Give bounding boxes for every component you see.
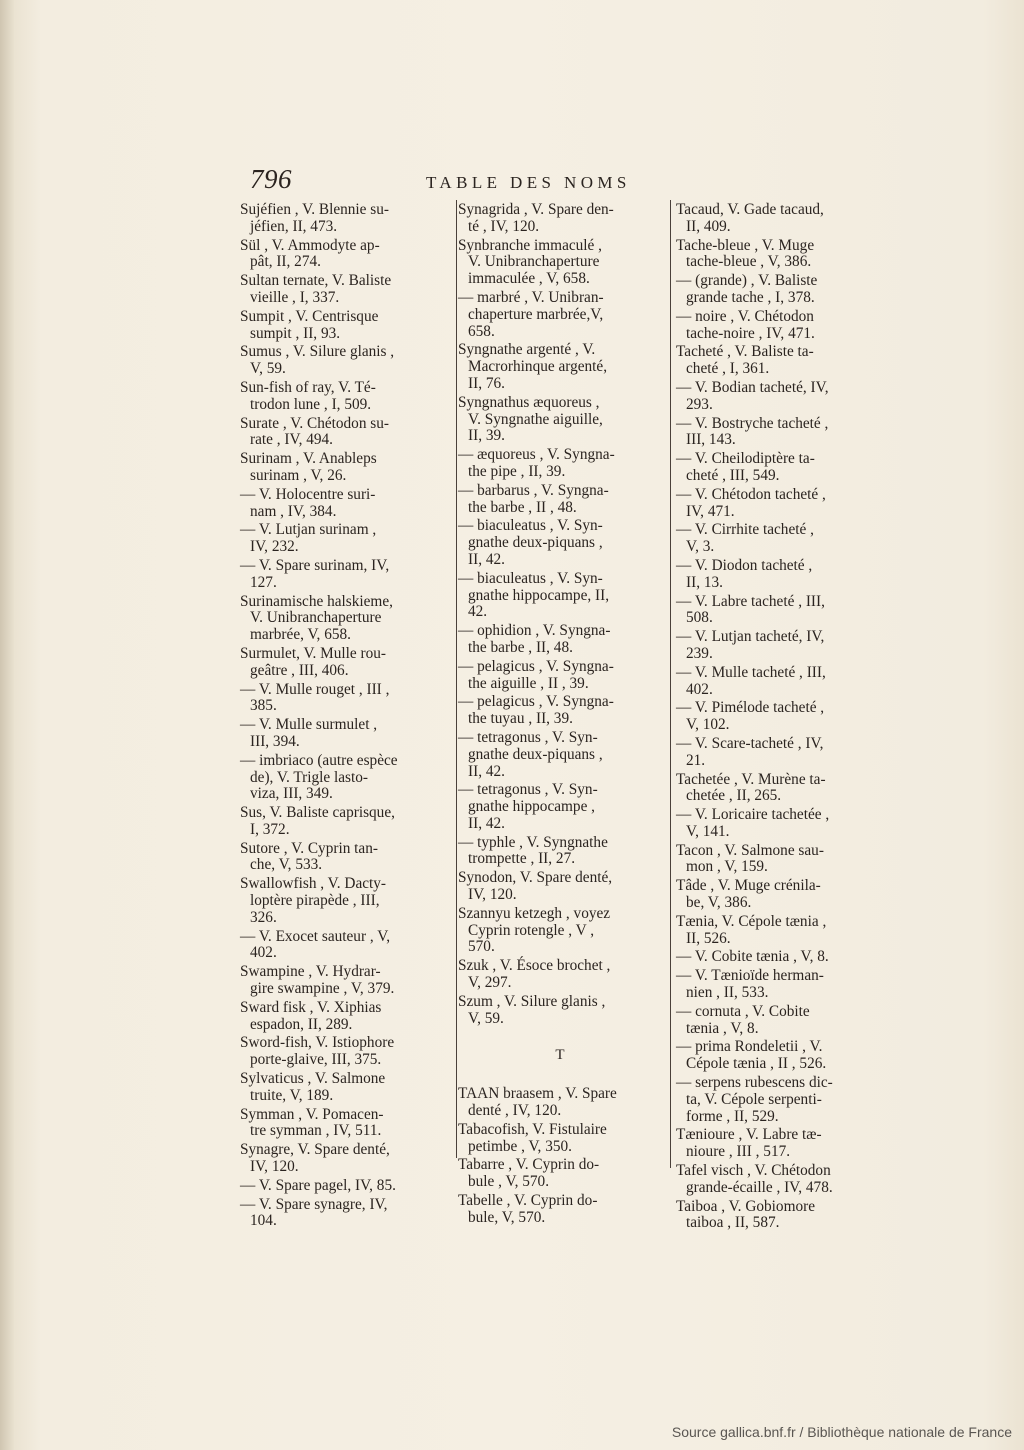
entry-continuation: rate , IV, 494. — [250, 431, 333, 449]
entry-continuation: cheté , III, 549. — [686, 466, 780, 484]
entry-line: — V. Loricaire tachetée , — [676, 806, 830, 824]
entry-line: — serpens rubescens dic- — [676, 1074, 833, 1092]
entry-continuation: pât, II, 274. — [250, 253, 321, 271]
index-column-2 — [458, 202, 662, 1229]
index-entry — [240, 558, 450, 592]
entry-continuation: IV, 471. — [686, 502, 735, 520]
entry-continuation: chaperture marbrée,V, — [468, 305, 604, 323]
index-entry — [676, 914, 886, 948]
index-entry — [240, 717, 450, 751]
entry-line: Tacon , V. Salmone sau- — [676, 841, 824, 859]
entry-continuation: II, 409. — [686, 217, 731, 235]
index-entry — [458, 395, 662, 445]
entry-line: — typhle , V. Syngnathe — [458, 833, 608, 851]
entry-continuation: V, 3. — [686, 538, 715, 556]
entry-continuation: Macrorhinque argenté, — [468, 358, 608, 376]
entry-continuation: the barbe , II , 48. — [468, 498, 577, 516]
index-entry — [676, 309, 886, 343]
entry-line: Sultan ternate, V. Baliste — [240, 272, 392, 290]
entry-line: — V. Mulle rouget , III , — [240, 680, 390, 698]
entry-continuation: sumpit , II, 93. — [250, 324, 341, 342]
entry-continuation: II, 42. — [468, 814, 505, 832]
entry-continuation: II, 42. — [468, 762, 505, 780]
entry-continuation: taiboa , II, 587. — [686, 1214, 780, 1232]
entry-continuation: Cépole tænia , II , 526. — [686, 1055, 827, 1073]
entry-continuation: gnathe deux-piquans , — [468, 745, 603, 763]
index-entry — [676, 736, 886, 770]
entry-continuation: V. Syngnathe aiguille, — [468, 410, 603, 428]
entry-continuation: gnathe deux-piquans , — [468, 534, 603, 552]
entry-continuation: tache-noire , IV, 471. — [686, 324, 815, 342]
entry-continuation: immaculée , V, 658. — [468, 270, 590, 288]
entry-line: — V. Scare-tacheté , IV, — [676, 734, 824, 752]
entry-line: Sward fisk , V. Xiphias — [240, 998, 382, 1016]
index-entry — [458, 906, 662, 956]
entry-continuation: 21. — [686, 751, 706, 769]
entry-line: — V. Spare pagel, IV, 85. — [240, 1176, 396, 1194]
entry-line: — imbriaco (autre espèce — [240, 751, 398, 769]
entry-continuation: III, 143. — [686, 431, 736, 449]
index-entry — [458, 623, 662, 657]
index-entry — [458, 958, 662, 992]
index-entry — [676, 1163, 886, 1197]
index-entry — [676, 238, 886, 272]
entry-continuation: V, 102. — [686, 716, 730, 734]
index-entry — [240, 1197, 450, 1231]
section-letter: T — [555, 1047, 565, 1064]
index-entry — [458, 447, 662, 481]
index-entry — [458, 835, 662, 869]
index-entry — [458, 659, 662, 693]
entry-continuation: the barbe , II, 48. — [468, 638, 573, 656]
source-credit: Source gallica.bnf.fr / Bibliothèque nationale de France — [671, 1424, 1012, 1440]
index-entry — [458, 518, 662, 568]
entry-line: Synodon, V. Spare denté, — [458, 869, 613, 887]
entry-line: — prima Rondeletii , V. — [676, 1038, 823, 1056]
entry-continuation: I, 372. — [250, 820, 290, 838]
page-number: 796 — [250, 164, 292, 194]
index-column-1 — [240, 202, 450, 1232]
entry-line: — pelagicus , V. Syngna- — [458, 693, 614, 711]
entry-line: Tacaud, V. Gade tacaud, — [676, 201, 824, 218]
entry-line: — V. Pimélode tacheté , — [676, 699, 825, 717]
entry-continuation: viza, III, 349. — [250, 785, 333, 803]
entry-continuation: nam , IV, 384. — [250, 502, 337, 520]
entry-line: Tabelle , V. Cyprin do- — [458, 1192, 598, 1210]
entry-line: Szannyu ketzegh , voyez — [458, 904, 611, 922]
index-entry — [458, 290, 662, 340]
index-entry — [676, 522, 886, 556]
index-entry — [240, 309, 450, 343]
index-entry — [240, 753, 450, 803]
index-entry — [458, 730, 662, 780]
entry-line: — biaculeatus , V. Syn- — [458, 569, 603, 587]
index-entry — [676, 949, 886, 966]
entry-line: Surmulet, V. Mulle rou- — [240, 644, 387, 662]
index-column-3 — [676, 202, 886, 1234]
entry-line: Surinam , V. Anableps — [240, 450, 377, 468]
entry-continuation: té , IV, 120. — [468, 217, 540, 235]
index-entry — [240, 416, 450, 450]
entry-continuation: IV, 120. — [250, 1158, 299, 1176]
index-entry — [676, 1199, 886, 1233]
entry-line: Tachetée , V. Murène ta- — [676, 770, 826, 788]
entry-continuation: espadon, II, 289. — [250, 1015, 353, 1033]
entry-continuation: forme , II, 529. — [686, 1107, 779, 1125]
entry-continuation: V, 297. — [468, 974, 512, 992]
index-entry — [676, 273, 886, 307]
index-entry — [458, 694, 662, 728]
running-title: TABLE DES NOMS — [426, 173, 631, 192]
entry-line: — V. Chétodon tacheté , — [676, 485, 826, 503]
index-entry — [240, 238, 450, 272]
index-entry — [458, 483, 662, 517]
entry-continuation: 293. — [686, 395, 713, 413]
entry-continuation: marbrée, V, 658. — [250, 626, 351, 644]
index-entry — [240, 876, 450, 926]
entry-continuation: porte-glaive, III, 375. — [250, 1051, 382, 1069]
entry-continuation: grande tache , I, 378. — [686, 288, 815, 306]
entry-continuation: gnathe hippocampe, II, — [468, 586, 610, 604]
entry-continuation: 104. — [250, 1212, 277, 1230]
entry-continuation: gire swampine , V, 379. — [250, 980, 395, 998]
entry-continuation: nioure , III , 517. — [686, 1143, 791, 1161]
index-entry — [240, 646, 450, 680]
index-entry — [676, 1127, 886, 1161]
entry-continuation: nien , II, 533. — [686, 984, 769, 1002]
index-entry — [240, 682, 450, 716]
entry-line: Surate , V. Chétodon su- — [240, 414, 390, 432]
entry-continuation: the aiguille , II , 39. — [468, 674, 589, 692]
entry-line: — V. Bodian tacheté, IV, — [676, 378, 829, 396]
index-entry — [676, 968, 886, 1002]
entry-line: Tænioure , V. Labre tæ- — [676, 1126, 822, 1144]
index-entry — [676, 344, 886, 378]
index-entry — [240, 1071, 450, 1105]
index-entry — [676, 843, 886, 877]
entry-line: — V. Cheilodiptère ta- — [676, 450, 815, 468]
entry-continuation: V, 59. — [468, 1009, 504, 1027]
entry-continuation: tache-bleue , V, 386. — [686, 253, 812, 271]
index-entry — [458, 1122, 662, 1156]
entry-continuation: denté , IV, 120. — [468, 1102, 562, 1120]
entry-continuation: 239. — [686, 644, 713, 662]
entry-continuation: de), V. Trigle lasto- — [250, 768, 368, 786]
entry-line: — V. Mulle surmulet , — [240, 716, 378, 734]
column-divider — [456, 200, 457, 1158]
entry-continuation: grande-écaille , IV, 478. — [686, 1178, 833, 1196]
entry-continuation: V, 59. — [250, 360, 286, 378]
index-entry — [458, 342, 662, 392]
index-entry — [676, 1075, 886, 1125]
column-divider — [670, 200, 671, 1168]
entry-line: — biaculeatus , V. Syn- — [458, 517, 603, 535]
index-entry — [676, 487, 886, 521]
entry-line: Tâde , V. Muge crénila- — [676, 877, 821, 895]
entry-line: — noire , V. Chétodon — [676, 307, 814, 325]
index-entry — [240, 1107, 450, 1141]
entry-line: — V. Spare synagre, IV, — [240, 1195, 388, 1213]
entry-line: — marbré , V. Unibran- — [458, 288, 604, 306]
entry-continuation: 570. — [468, 938, 495, 956]
index-entry — [676, 558, 886, 592]
index-entry — [240, 451, 450, 485]
index-entry — [676, 629, 886, 663]
entry-line: — V. Mulle tacheté , III, — [676, 663, 826, 681]
entry-line: TAAN braasem , V. Spare — [458, 1085, 617, 1103]
entry-continuation: loptère pirapède , III, — [250, 892, 380, 910]
entry-line: Szum , V. Silure glanis , — [458, 992, 606, 1010]
entry-continuation: 42. — [468, 603, 488, 621]
entry-continuation: II, 526. — [686, 929, 731, 947]
index-entry — [676, 1039, 886, 1073]
entry-continuation: 658. — [468, 322, 495, 340]
entry-line: Synbranche immaculé , — [458, 236, 602, 254]
entry-line: Sylvaticus , V. Salmone — [240, 1070, 386, 1088]
entry-line: — V. Labre tacheté , III, — [676, 592, 825, 610]
entry-line: Syngnathus æquoreus , — [458, 393, 600, 411]
entry-continuation: bule , V, 570. — [468, 1173, 550, 1191]
index-entry — [240, 202, 450, 236]
entry-continuation: cheté , I, 361. — [686, 360, 770, 378]
entry-continuation: tænia , V, 8. — [686, 1019, 759, 1037]
entry-continuation: be, V, 386. — [686, 894, 752, 912]
entry-continuation: gnathe hippocampe , — [468, 798, 596, 816]
entry-continuation: the pipe , II, 39. — [468, 462, 566, 480]
index-entry — [240, 522, 450, 556]
entry-line: Synagre, V. Spare denté, — [240, 1141, 390, 1159]
index-entry — [458, 1157, 662, 1191]
entry-continuation: tre symman , IV, 511. — [250, 1122, 382, 1140]
index-entry — [458, 870, 662, 904]
index-entry — [458, 1193, 662, 1227]
entry-continuation: jéfien, II, 473. — [250, 217, 338, 235]
entry-continuation: V. Unibranchaperture — [250, 609, 382, 627]
entry-continuation: the tuyau , II, 39. — [468, 710, 573, 728]
entry-line: Symman , V. Pomacen- — [240, 1105, 384, 1123]
entry-line: — V. Cirrhite tacheté , — [676, 521, 814, 539]
index-entry — [458, 994, 662, 1028]
entry-continuation: IV, 120. — [468, 886, 517, 904]
entry-continuation: surinam , V, 26. — [250, 466, 347, 484]
entry-continuation: Cyprin rotengle , V , — [468, 921, 595, 939]
entry-continuation: truite, V, 189. — [250, 1086, 334, 1104]
entry-line: Sus, V. Baliste caprisque, — [240, 804, 395, 822]
entry-line: — V. Bostryche tacheté , — [676, 414, 829, 432]
page-gutter — [0, 0, 14, 1450]
index-entry — [676, 416, 886, 450]
entry-line: — V. Tænioïde herman- — [676, 967, 824, 985]
entry-line: — cornuta , V. Cobite — [676, 1002, 810, 1020]
entry-continuation: II, 42. — [468, 550, 505, 568]
entry-line: — (grande) , V. Baliste — [676, 272, 818, 290]
entry-continuation: 127. — [250, 573, 277, 591]
index-entry — [240, 1142, 450, 1176]
entry-line: Tænia, V. Cépole tænia , — [676, 912, 827, 930]
entry-line: Tabarre , V. Cyprin do- — [458, 1156, 600, 1174]
index-entry — [240, 841, 450, 875]
index-entry — [240, 964, 450, 998]
entry-line: — tetragonus , V. Syn- — [458, 781, 598, 799]
entry-continuation: V. Unibranchaperture — [468, 253, 600, 271]
entry-continuation: II, 39. — [468, 427, 505, 445]
entry-continuation: 402. — [686, 680, 713, 698]
index-entry — [240, 1000, 450, 1034]
entry-continuation: geâtre , III, 406. — [250, 661, 349, 679]
entry-continuation: III, 394. — [250, 732, 300, 750]
entry-continuation: 326. — [250, 908, 277, 926]
index-entry — [458, 1086, 662, 1120]
index-entry — [676, 700, 886, 734]
index-entry — [676, 451, 886, 485]
entry-continuation: vieille , I, 337. — [250, 288, 340, 306]
entry-continuation: trompette , II, 27. — [468, 850, 576, 868]
index-entry — [458, 238, 662, 288]
index-entry — [676, 878, 886, 912]
entry-line: Synagrida , V. Spare den- — [458, 201, 614, 218]
index-entry — [458, 782, 662, 832]
entry-line: Tabacofish, V. Fistulaire — [458, 1120, 607, 1138]
index-entry — [240, 1035, 450, 1069]
entry-continuation: 385. — [250, 697, 277, 715]
entry-line: Sutore , V. Cyprin tan- — [240, 839, 378, 857]
index-entry — [676, 594, 886, 628]
index-entry — [240, 273, 450, 307]
entry-line: — V. Cobite tænia , V, 8. — [676, 948, 829, 966]
entry-continuation: 508. — [686, 609, 713, 627]
index-entry — [676, 807, 886, 841]
entry-continuation: II, 13. — [686, 573, 723, 591]
entry-continuation: II, 76. — [468, 374, 505, 392]
entry-line: — V. Lutjan tacheté, IV, — [676, 628, 825, 646]
entry-line: Syngnathe argenté , V. — [458, 341, 596, 359]
index-entry — [676, 202, 886, 236]
index-entry — [240, 929, 450, 963]
index-entry — [240, 805, 450, 839]
entry-line: Tacheté , V. Baliste ta- — [676, 343, 814, 361]
entry-line: Sumpit , V. Centrisque — [240, 307, 379, 325]
entry-line: Sumus , V. Silure glanis , — [240, 343, 395, 361]
entry-line: — pelagicus , V. Syngna- — [458, 657, 614, 675]
entry-line: — V. Holocentre suri- — [240, 485, 376, 503]
entry-line: — V. Exocet sauteur , V, — [240, 927, 391, 945]
index-entry — [676, 380, 886, 414]
entry-line: Tafel visch , V. Chétodon — [676, 1162, 831, 1180]
entry-line: Sword-fish, V. Istiophore — [240, 1034, 395, 1052]
entry-continuation: mon , V, 159. — [686, 858, 768, 876]
index-entry — [676, 772, 886, 806]
entry-line: Sujéfien , V. Blennie su- — [240, 201, 389, 218]
entry-continuation: trodon lune , I, 509. — [250, 395, 372, 413]
entry-continuation: chetée , II, 265. — [686, 787, 782, 805]
entry-continuation: V, 141. — [686, 822, 730, 840]
index-entry — [676, 1004, 886, 1038]
entry-line: — tetragonus , V. Syn- — [458, 728, 598, 746]
entry-line: Sun-fish of ray, V. Té- — [240, 378, 376, 396]
index-entry — [240, 594, 450, 644]
entry-line: — barbarus , V. Syngna- — [458, 481, 609, 499]
entry-line: — V. Diodon tacheté , — [676, 556, 813, 574]
entry-line: Surinamische halskieme, — [240, 592, 393, 610]
index-entry — [458, 202, 662, 236]
entry-line: Taiboa , V. Gobiomore — [676, 1197, 815, 1215]
entry-continuation: IV, 232. — [250, 538, 299, 556]
entry-line: Sül , V. Ammodyte ap- — [240, 236, 380, 254]
entry-line: — V. Lutjan surinam , — [240, 521, 377, 539]
entry-line: Swallowfish , V. Dacty- — [240, 875, 387, 893]
index-entry — [240, 344, 450, 378]
entry-continuation: 402. — [250, 944, 277, 962]
entry-continuation: che, V, 533. — [250, 856, 323, 874]
entry-continuation: petimbe , V, 350. — [468, 1137, 572, 1155]
index-entry — [458, 571, 662, 621]
page-header — [250, 166, 710, 198]
index-entry — [240, 380, 450, 414]
entry-line: — ophidion , V. Syngna- — [458, 622, 611, 640]
entry-line: Tache-bleue , V. Muge — [676, 236, 815, 254]
index-entry — [240, 1178, 450, 1195]
index-entry — [676, 665, 886, 699]
entry-line: Szuk , V. Ésoce brochet , — [458, 957, 611, 975]
entry-continuation: ta, V. Cépole serpenti- — [686, 1090, 822, 1108]
index-entry — [240, 487, 450, 521]
entry-line: — V. Spare surinam, IV, — [240, 556, 390, 574]
entry-continuation: bule, V, 570. — [468, 1208, 546, 1226]
entry-line: — æquoreus , V. Syngna- — [458, 446, 615, 464]
entry-line: Swampine , V. Hydrar- — [240, 963, 381, 981]
